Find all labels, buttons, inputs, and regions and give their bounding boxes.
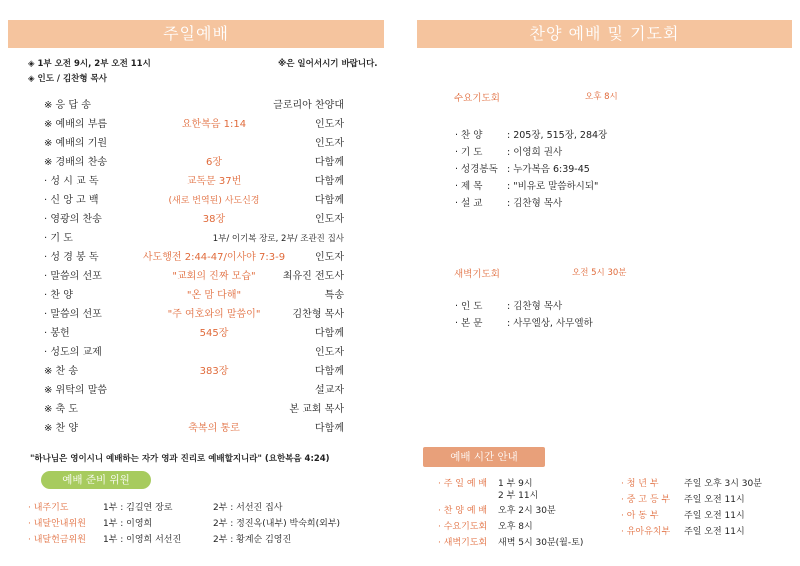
order-row	[44, 344, 344, 362]
wed-prayer-key: · 제 목	[455, 181, 483, 192]
order-item-leader: 다함께	[315, 423, 344, 434]
order-item-detail: 사도행전 2:44-47/이사야 7:3-9	[142, 252, 286, 263]
order-item-leader: 특송	[324, 290, 344, 301]
order-item-name: · 성도의 교제	[44, 347, 102, 358]
order-item-detail: 545장	[199, 328, 229, 339]
dawn-prayer-label: 새벽기도회	[454, 269, 500, 280]
wed-prayer-key: · 성경봉독	[455, 164, 498, 175]
wed-prayer-key: · 찬 양	[455, 130, 483, 141]
wed-prayer-value: : 김찬형 목사	[507, 198, 563, 209]
order-item-name: · 찬 양	[44, 290, 73, 301]
dawn-prayer-row	[455, 298, 562, 312]
order-row	[44, 173, 344, 191]
order-item-leader: 다함께	[315, 157, 344, 168]
dawn-prayer-key: · 인 도	[455, 301, 483, 312]
order-item-leader: 다함께	[315, 195, 344, 206]
committee-second-service: 2부 : 정진옥(내부) 박숙희(외부)	[213, 519, 341, 529]
wed-prayer-row	[455, 127, 607, 141]
order-row	[44, 192, 344, 210]
schedule-label: · 청 년 부	[621, 479, 659, 489]
order-row	[44, 268, 344, 286]
order-item-name: ※ 경배의 찬송	[44, 157, 108, 168]
wed-prayer-value: : "비유로 말씀하시되"	[507, 181, 599, 192]
order-item-detail: "주 여호와의 말씀이"	[167, 309, 261, 320]
committee-title: 예배 준비 위원	[41, 471, 151, 489]
order-item-leader: 글로리아 찬양대	[273, 100, 344, 111]
order-row	[44, 401, 344, 419]
wed-prayer-row	[455, 144, 562, 158]
order-item-name: · 성 시 교 독	[44, 176, 99, 187]
schedule-time: 주일 오후 3시 30분	[684, 479, 762, 489]
service-times: ◈ 1부 오전 9시, 2부 오전 11시	[28, 59, 151, 69]
schedule-time: 주일 오전 11시	[684, 495, 745, 505]
committee-first-service: 1부 : 이영희	[103, 519, 153, 529]
order-row	[44, 306, 344, 324]
wed-prayer-key: · 설 교	[455, 198, 483, 209]
order-row	[44, 154, 344, 172]
committee-first-service: 1부 : 이영희 서선진	[103, 535, 182, 545]
schedule-label: · 찬 양 예 배	[438, 506, 488, 516]
order-item-name: ※ 위탁의 말씀	[44, 385, 108, 396]
dawn-prayer-time: 오전 5시 30분	[572, 268, 627, 278]
dawn-prayer-row	[455, 315, 593, 329]
wed-prayer-row	[455, 195, 562, 209]
order-item-detail: 6장	[205, 157, 223, 168]
order-item-name: ※ 예배의 부름	[44, 119, 108, 130]
order-item-name: · 말씀의 선포	[44, 271, 102, 282]
order-row	[44, 325, 344, 343]
order-item-name: · 기 도	[44, 233, 73, 244]
schedule-time: 주일 오전 11시	[684, 527, 745, 537]
wed-prayer-row	[455, 178, 598, 192]
schedule-title: 예배 시간 안내	[423, 447, 545, 467]
order-row	[44, 249, 344, 267]
service-leader: ◈ 인도 / 김찬형 목사	[28, 74, 107, 84]
wed-prayer-label: 수요기도회	[454, 93, 500, 104]
order-item-detail: 요한복음 1:14	[181, 119, 247, 130]
order-row	[44, 287, 344, 305]
order-item-detail: 38장	[202, 214, 226, 225]
order-item-leader: 김찬형 목사	[292, 309, 344, 320]
order-item-leader: 최유진 전도사	[282, 271, 344, 282]
order-item-name: · 말씀의 선포	[44, 309, 102, 320]
order-item-leader: 본 교회 목사	[289, 404, 344, 415]
order-item-leader: 다함께	[315, 328, 344, 339]
order-item-detail: (새로 번역된) 사도신경	[168, 196, 260, 206]
order-item-name: ※ 응 답 송	[44, 100, 91, 111]
order-item-detail: 교독문 37번	[186, 176, 242, 187]
committee-role: · 내달안내위원	[28, 519, 86, 529]
schedule-time: 새벽 5시 30분(월-토)	[498, 538, 584, 548]
order-item-leader: 인도자	[315, 252, 344, 263]
order-item-leader: 다함께	[315, 176, 344, 187]
dawn-prayer-value: : 사무엘상, 사무엘하	[507, 318, 593, 329]
sunday-service-header: 주일예배	[8, 20, 384, 48]
order-item-leader: 인도자	[315, 214, 344, 225]
schedule-label: · 유아유치부	[621, 527, 671, 537]
schedule-label: · 중 고 등 부	[621, 495, 671, 505]
committee-role: · 내주기도	[28, 503, 69, 513]
order-row	[44, 116, 344, 134]
order-row	[44, 363, 344, 381]
schedule-label: · 주 일 예 배	[438, 479, 488, 489]
wed-prayer-value: : 205장, 515장, 284장	[507, 130, 608, 141]
committee-second-service: 2부 : 서선진 집사	[213, 503, 283, 513]
order-item-name: ※ 예배의 기원	[44, 138, 108, 149]
schedule-label: · 새벽기도회	[438, 538, 488, 548]
dawn-prayer-value: : 김찬형 목사	[507, 301, 563, 312]
order-row	[44, 135, 344, 153]
order-item-leader: 설교자	[315, 385, 344, 396]
order-item-leader: 1부/ 이기복 장로, 2부/ 조관진 집사	[212, 234, 344, 244]
order-item-leader: 다함께	[315, 366, 344, 377]
order-item-detail: 383장	[199, 366, 229, 377]
order-item-name: · 신 앙 고 백	[44, 195, 99, 206]
schedule-time: 오후 2시 30분	[498, 506, 556, 516]
scripture-quote: "하나님은 영이시니 예배하는 자가 영과 진리로 예배할지니라" (요한복음 4:24)	[30, 454, 330, 464]
order-item-leader: 인도자	[315, 347, 344, 358]
order-item-name: ※ 찬 송	[44, 366, 79, 377]
order-item-detail: "교회의 진짜 모습"	[172, 271, 256, 282]
dawn-prayer-key: · 본 문	[455, 318, 483, 329]
schedule-time: 오후 8시	[498, 522, 533, 532]
order-row	[44, 97, 344, 115]
order-item-name: ※ 축 도	[44, 404, 79, 415]
schedule-time: 2 부 11시	[498, 491, 539, 501]
order-item-name: ※ 찬 양	[44, 423, 79, 434]
wed-prayer-value: : 누가복음 6:39-45	[507, 164, 590, 175]
order-item-name: · 봉헌	[44, 328, 70, 339]
schedule-label: · 수요기도회	[438, 522, 488, 532]
wed-prayer-key: · 기 도	[455, 147, 483, 158]
schedule-time: 주일 오전 11시	[684, 511, 745, 521]
order-item-leader: 인도자	[315, 138, 344, 149]
order-item-name: · 성 경 봉 독	[44, 252, 99, 263]
wed-prayer-row	[455, 161, 590, 175]
order-row	[44, 230, 344, 248]
wed-prayer-time: 오후 8시	[585, 92, 618, 102]
committee-role: · 내달헌금위원	[28, 535, 86, 545]
order-item-leader: 인도자	[315, 119, 344, 130]
order-row	[44, 382, 344, 400]
praise-prayer-header: 찬양 예배 및 기도회	[417, 20, 792, 48]
schedule-label: · 아 동 부	[621, 511, 659, 521]
order-item-detail: "온 맘 다해"	[186, 290, 242, 301]
schedule-time: 1 부 9시	[498, 479, 533, 489]
order-item-detail: 축복의 통로	[188, 423, 240, 434]
order-row	[44, 420, 344, 438]
order-row	[44, 211, 344, 229]
order-item-name: · 영광의 찬송	[44, 214, 102, 225]
committee-first-service: 1부 : 김길연 장로	[103, 503, 173, 513]
standing-note: ※은 일어서시기 바랍니다.	[278, 59, 378, 69]
committee-second-service: 2부 : 황계순 김영진	[213, 535, 292, 545]
wed-prayer-value: : 이영희 권사	[507, 147, 563, 158]
